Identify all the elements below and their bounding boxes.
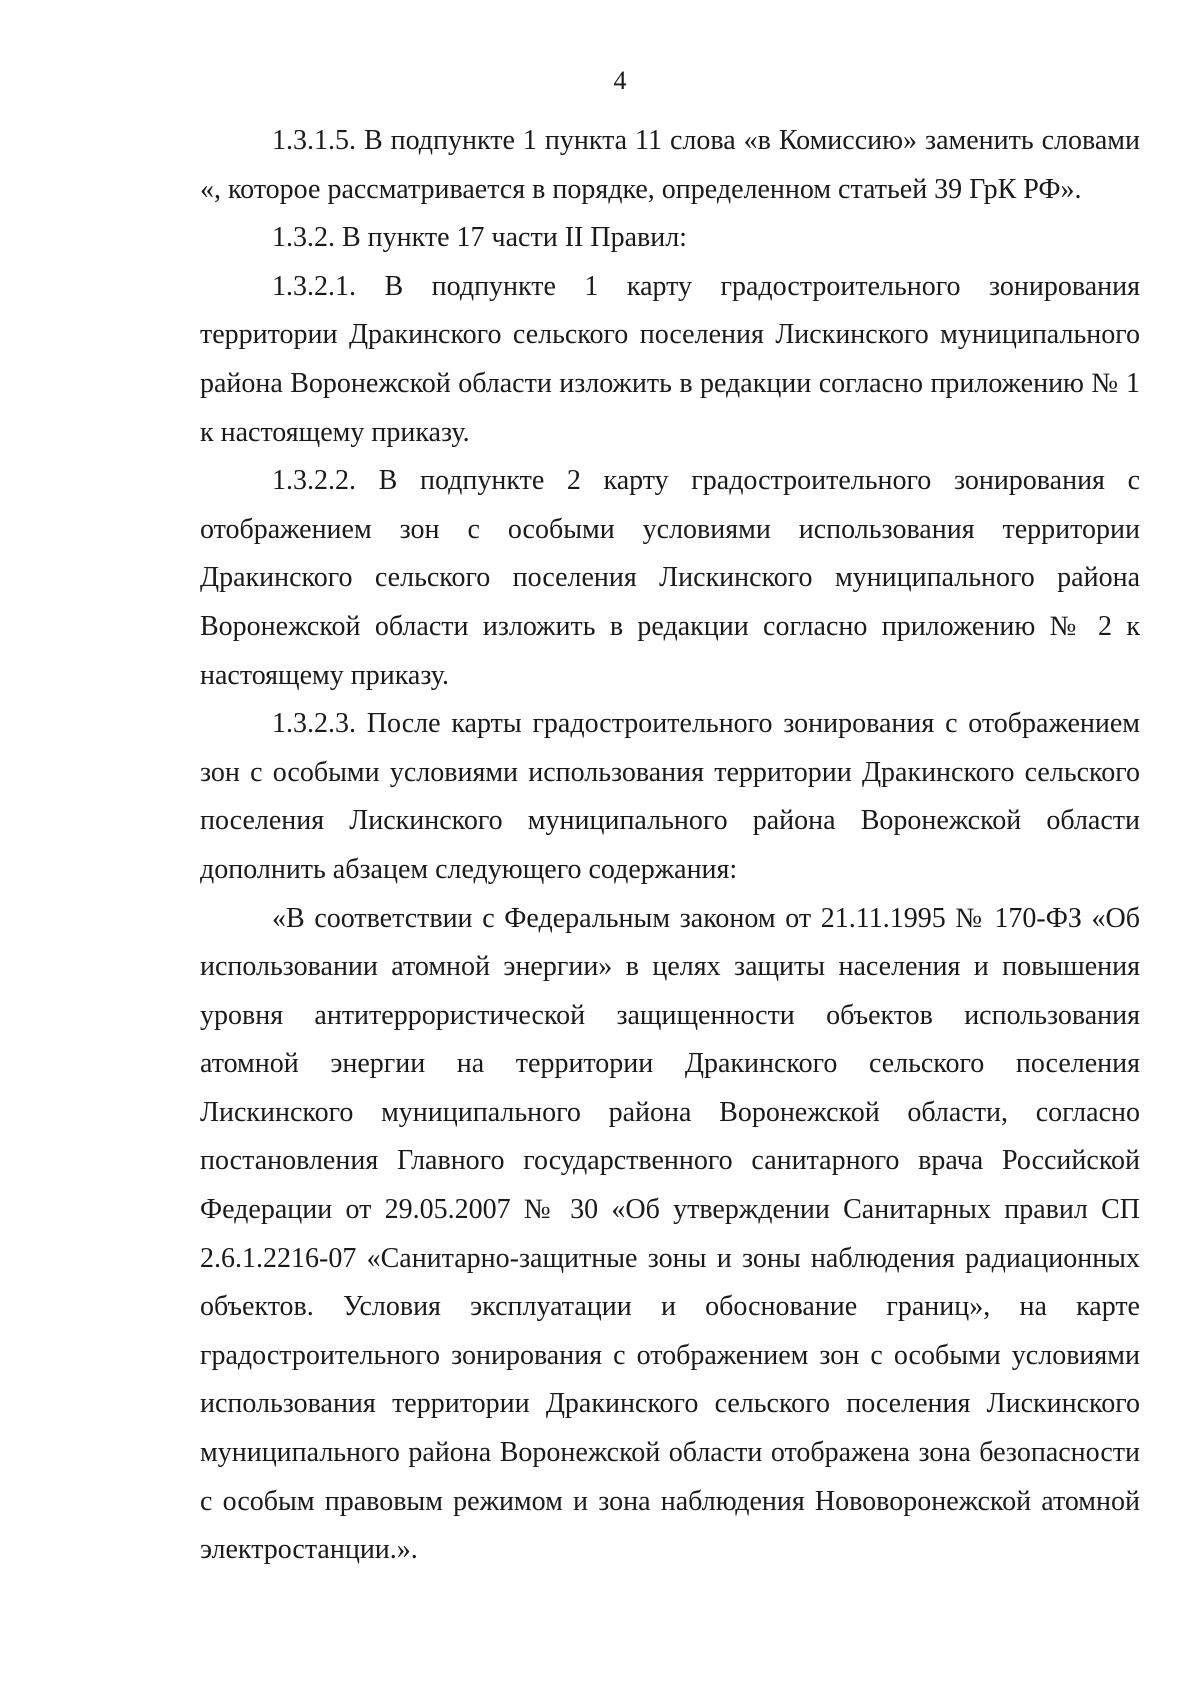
paragraph-quoted-addition: «В соответствии с Федеральным законом от 21.11.1995 № 170-ФЗ «Об использовании атомной энергии» в целях защиты населения и повышения уровня антитеррористической защищенности объектов использования атомной энергии на территории Дракинского сельского поселения Лискинского муниципального района Воронежской области, согласно постановления Главного государственного санитарного врача Российской Федерации от 29.05.2007 № 30 «Об утверждении Санитарных правил СП 2.6.1.2216-07 «Санитарно-защитные зоны и зоны наблюдения радиационных объектов. Условия эксплуатации и обоснование границ», на карте градостроительного зонирования с отображением зон с особыми условиями использования территории Дракинского сельского поселения Лискинского муниципального района Воронежской области отображена зона безопасности с особым правовым режимом и зона наблюдения Нововоронежской атомной электростанции.». — [200, 902, 1140, 1566]
paragraph-1-3-1-5: 1.3.1.5. В подпункте 1 пункта 11 слова «в Комиссию» заменить словами «, которое рассматривается в порядке, определенном статьей 39 ГрК РФ». — [200, 125, 1140, 205]
page-number: 4 — [613, 66, 627, 95]
paragraph-1-3-2: 1.3.2. В пункте 17 части II Правил: — [272, 222, 687, 254]
paragraph-1-3-2-3: 1.3.2.3. После карты градостроительного зонирования с отображением зон с особыми условиями использования территории Дракинского сельского поселения Лискинского муниципального района Воронежской области дополнить абзацем следующего содержания: — [200, 708, 1140, 885]
paragraph-1-3-2-1: 1.3.2.1. В подпункте 1 карту градостроительного зонирования территории Дракинского сельского поселения Лискинского муниципального района Воронежской области изложить в редакции согласно приложению № 1 к настоящему приказу. — [200, 270, 1140, 448]
paragraph-1-3-2-2: 1.3.2.2. В подпункте 2 карту градостроительного зонирования с отображением зон с особыми условиями использования территории Дракинского сельского поселения Лискинского муниципального района Воронежской области изложить в редакции согласно приложению № 2 к настоящему приказу. — [200, 465, 1140, 691]
document-body — [200, 117, 1140, 1575]
